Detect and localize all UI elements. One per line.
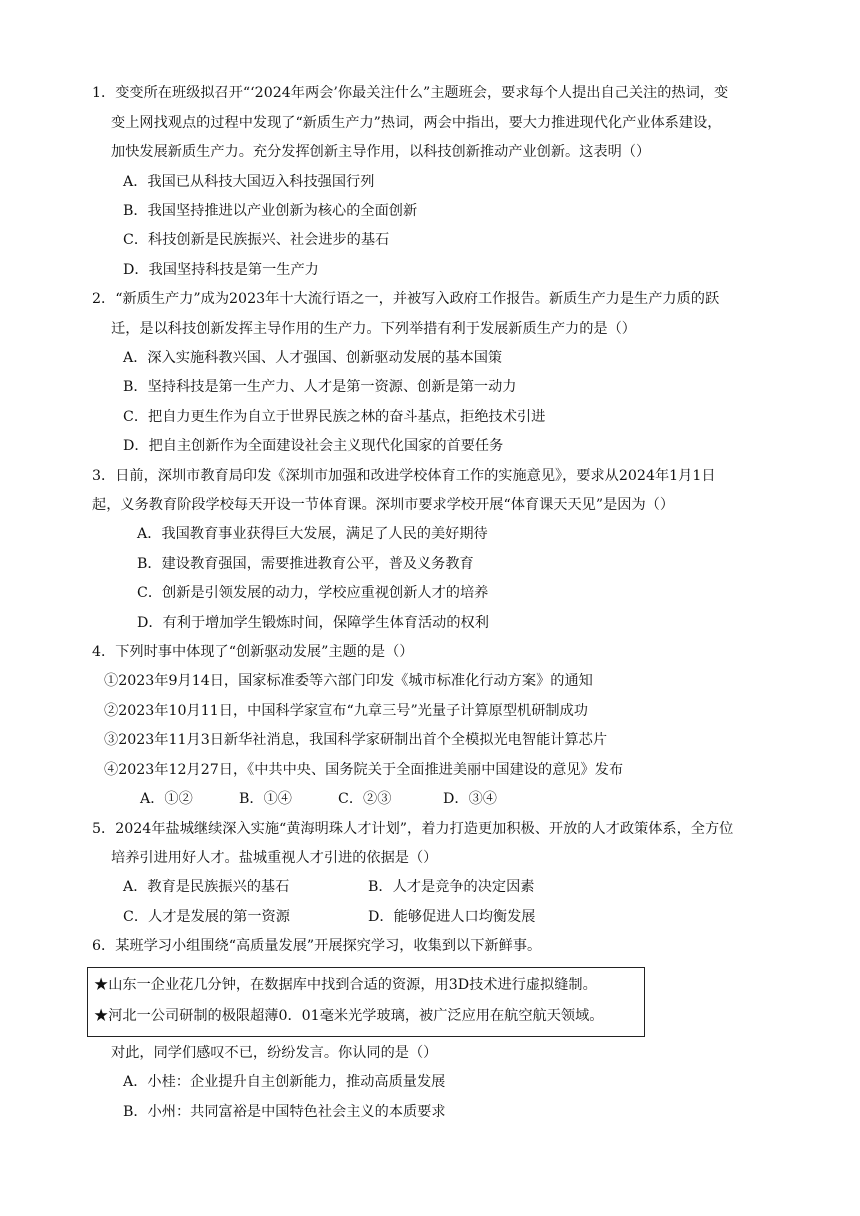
q1-stem-line-3: 加快发展新质生产力。充分发挥创新主导作用，以科技创新推动产业创新。这表明（） [111, 144, 651, 160]
q4-option-a: A．①② [140, 791, 193, 807]
q4-item-3: ③2023年11月3日新华社消息，我国科学家研制出首个全模拟光电智能计算芯片 [104, 732, 608, 748]
q3-option-c: C．创新是引领发展的动力，学校应重视创新人才的培养 [137, 585, 489, 601]
q1-option-c: C．科技创新是民族振兴、社会进步的基石 [123, 232, 390, 248]
q5-stem-line-2: 培养引进用好人才。盐城重视人才引进的依据是（） [111, 850, 438, 866]
q5-option-b: B．人才是竞争的决定因素 [368, 879, 535, 895]
q3-option-b: B．建设教育强国，需要推进教育公平，普及义务教育 [137, 556, 474, 572]
q6-option-a: A．小桂：企业提升自主创新能力，推动高质量发展 [123, 1074, 446, 1090]
q3-stem-line-2: 起，义务教育阶段学校每天开设一节体育课。深圳市要求学校开展“体育课天天见”是因为（） [92, 497, 675, 513]
q6-option-b: B．小州：共同富裕是中国特色社会主义的本质要求 [123, 1104, 446, 1120]
q4-item-2: ②2023年10月11日，中国科学家宣布“九章三号”光量子计算原型机研制成功 [104, 703, 588, 719]
q5-option-d: D．能够促进人口均衡发展 [368, 909, 536, 925]
q3-option-d: D．有利于增加学生锻炼时间，保障学生体育活动的权利 [137, 615, 489, 631]
q2-stem-line-2: 迁，是以科技创新发挥主导作用的生产力。下列举措有利于发展新质生产力的是（） [111, 321, 636, 337]
q2-option-b: B．坚持科技是第一生产力、人才是第一资源、创新是第一动力 [123, 379, 517, 395]
q4-item-1: ①2023年9月14日，国家标准委等六部门印发《城市标准化行动方案》的通知 [104, 673, 593, 689]
q1-stem-line-2: 变上网找观点的过程中发现了“新质生产力”热词，两会中指出，要大力推进现代化产业体系建设， [111, 115, 722, 131]
q1-stem-line-1: 1．变变所在班级拟召开“‘2024年两会’你最关注什么”主题班会，要求每个人提出自己关注的热词，变 [92, 85, 729, 101]
q2-option-a: A．深入实施科教兴国、人才强国、创新驱动发展的基本国策 [123, 350, 503, 366]
q4-item-4: ④2023年12月27日，《中共中央、国务院关于全面推进美丽中国建设的意见》发布 [104, 762, 624, 778]
q4-option-c: C．②③ [338, 791, 392, 807]
q2-stem-line-1: 2．“新质生产力”成为2023年十大流行语之一，并被写入政府工作报告。新质生产力是生产力质的跃 [92, 291, 720, 307]
q1-option-b: B．我国坚持推进以产业创新为核心的全面创新 [123, 203, 418, 219]
q1-option-a: A．我国已从科技大国迈入科技强国行列 [123, 174, 375, 190]
q5-option-a: A．教育是民族振兴的基石 [123, 879, 290, 895]
q3-stem-line-1: 3．日前，深圳市教育局印发《深圳市加强和改进学校体育工作的实施意见》，要求从2024年1月1日 [92, 468, 716, 484]
q4-option-d: D．③④ [443, 791, 497, 807]
q6-stem: 6．某班学习小组围绕“高质量发展”开展探究学习，收集到以下新鲜事。 [92, 938, 542, 954]
q2-option-d: D．把自主创新作为全面建设社会主义现代化国家的首要任务 [123, 438, 504, 454]
q4-option-b: B．①④ [239, 791, 292, 807]
q1-option-d: D．我国坚持科技是第一生产力 [123, 262, 319, 278]
q6-after-text: 对此，同学们感叹不已，纷纷发言。你认同的是（） [111, 1045, 438, 1061]
q2-option-c: C．把自力更生作为自立于世界民族之林的奋斗基点，拒绝技术引进 [123, 409, 546, 425]
q4-stem: 4．下列时事中体现了“创新驱动发展”主题的是（） [92, 644, 414, 660]
news-item-1: ★山东一企业花几分钟，在数据库中找到合适的资源，用3D技术进行虚拟缝制。 [94, 977, 597, 993]
q5-stem-line-1: 5．2024年盐城继续深入实施“黄海明珠人才计划”，着力打造更加积极、开放的人才政策体系，全方位 [92, 821, 734, 837]
q3-option-a: A．我国教育事业获得巨大发展，满足了人民的美好期待 [137, 526, 488, 542]
news-item-2: ★河北一公司研制的极限超薄0．01毫米光学玻璃，被广泛应用在航空航天领域。 [94, 1008, 604, 1024]
q5-option-c: C．人才是发展的第一资源 [123, 909, 290, 925]
